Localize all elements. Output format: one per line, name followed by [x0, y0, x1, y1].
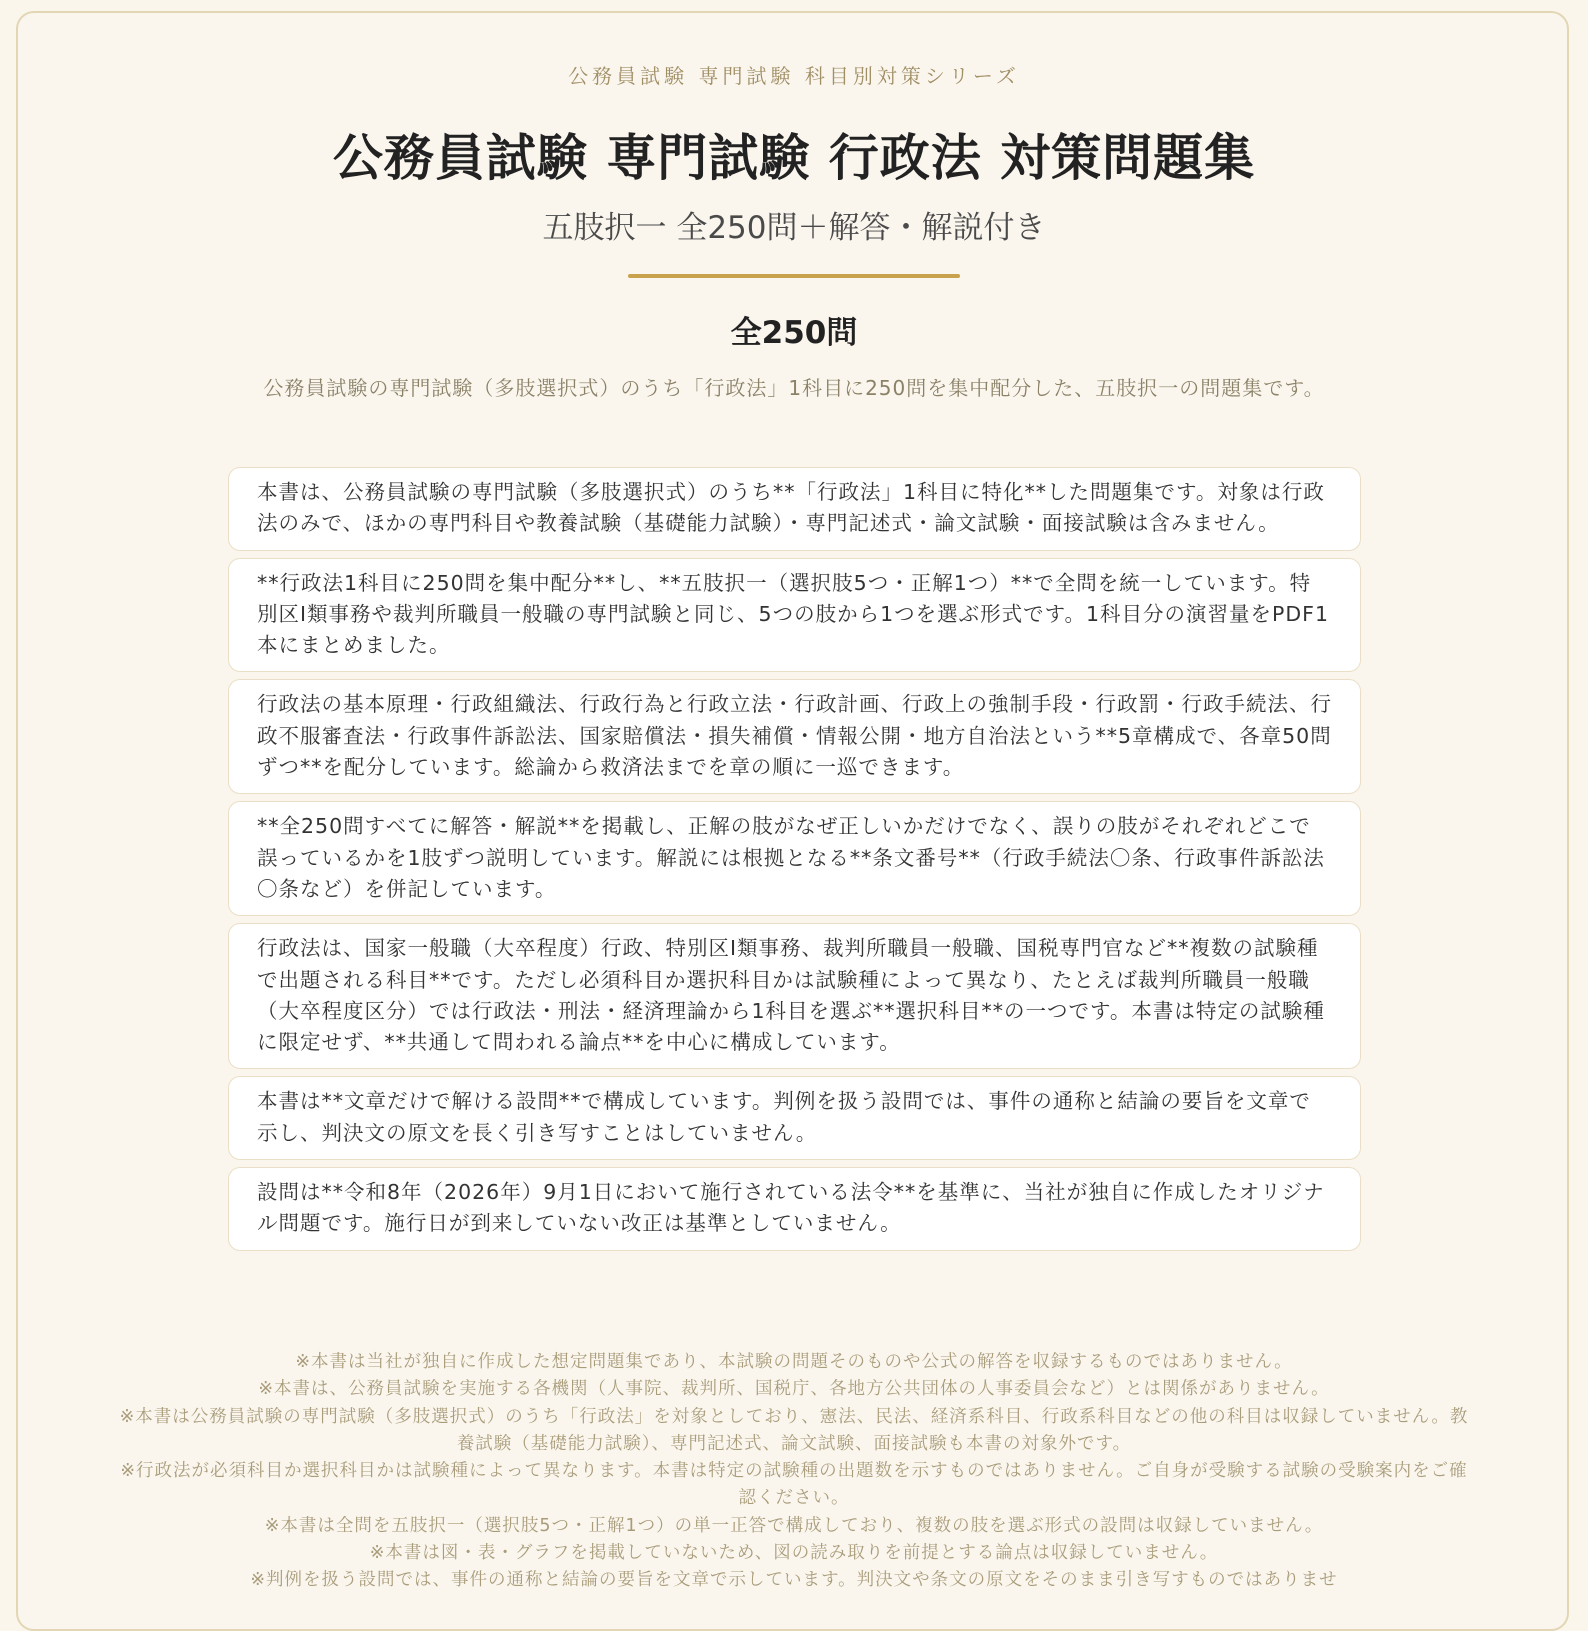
page-title: 公務員試験 専門試験 行政法 対策問題集 — [332, 129, 1256, 187]
disclaimer-notes — [118, 1349, 1470, 1595]
disclaimer-note: ※本書は当社が独自に作成した想定問題集であり、本試験の問題そのものや公式の解答を収録するものではありません。 — [295, 1352, 1293, 1372]
question-count-heading: 全250問 — [730, 315, 858, 351]
feature-card-text-only: 本書は**文章だけで解ける設問**で構成しています。判例を扱う設問では、事件の通称と結論の要旨を文章で示し、判決文の原文を長く引き写すことはしていません。 — [228, 1076, 1361, 1160]
disclaimer-note: ※判例を扱う設問では、事件の通称と結論の要旨を文章で示しています。判決文や条文の原文をそのまま引き写すものではありませ — [250, 1570, 1338, 1591]
series-label: 公務員試験 専門試験 科目別対策シリーズ — [568, 64, 1020, 88]
page-subtitle: 五肢択一 全250問＋解答・解説付き — [542, 210, 1046, 246]
disclaimer-note: ※本書は図・表・グラフを掲載していないため、図の読み取りを前提とする論点は収録していません。 — [369, 1543, 1219, 1564]
feature-card-explanations: **全250問すべてに解答・解説**を掲載し、正解の肢がなぜ正しいかだけでなく、誤りの肢がそれぞれどこで誤っているかを1肢ずつ説明しています。解説には根拠となる**条文番号**（行政手続法〇条、行政事件訴訟法〇条など）を併記しています。 — [228, 801, 1361, 916]
feature-card-exam-types: 行政法は、国家一般職（大卒程度）行政、特別区Ⅰ類事務、裁判所職員一般職、国税専門官など**複数の試験種で出題される科目**です。ただし必須科目か選択科目かは試験種によって異なり、たとえば裁判所職員一般職（大卒程度区分）では行政法・刑法・経済理論から1科目を選ぶ**選択科目**の一つです。本書は特定の試験種に限定せず、**共通して問われる論点**を中心に構成しています。 — [228, 923, 1361, 1069]
title-divider — [628, 274, 960, 278]
feature-card-law-basis: 設問は**令和8年（2026年）9月1日において施行されている法令**を基準に、当社が独自に作成したオリジナル問題です。施行日が到来していない改正は基準としていません。 — [228, 1167, 1361, 1251]
feature-card-list — [228, 467, 1361, 1258]
disclaimer-note: ※本書は、公務員試験を実施する各機関（人事院、裁判所、国税庁、各地方公共団体の人事委員会など）とは関係がありません。 — [258, 1379, 1330, 1400]
feature-card-scope: 本書は、公務員試験の専門試験（多肢選択式）のうち**「行政法」1科目に特化**した問題集です。対象は行政法のみで、ほかの専門科目や教養試験（基礎能力試験）・専門記述式・論文試験・面接試験は含みません。 — [228, 467, 1361, 551]
feature-card-chapters: 行政法の基本原理・行政組織法、行政行為と行政立法・行政計画、行政上の強制手段・行政罰・行政手続法、行政不服審査法・行政事件訴訟法、国家賠償法・損失補償・情報公開・地方自治法という**5章構成で、各章50問ずつ**を配分しています。総論から救済法までを章の順に一巡できます。 — [228, 679, 1361, 794]
lead-paragraph: 公務員試験の専門試験（多肢選択式）のうち「行政法」1科目に250問を集中配分した、五肢択一の問題集です。 — [263, 376, 1325, 400]
disclaimer-note: ※行政法が必須科目か選択科目かは試験種によって異なります。本書は特定の試験種の出題数を示すものではありません。ご自身が受験する試験の受験案内をご確認ください。 — [120, 1461, 1468, 1509]
disclaimer-note: ※本書は全問を五肢択一（選択肢5つ・正解1つ）の単一正答で構成しており、複数の肢を選ぶ形式の設問は収録していません。 — [264, 1515, 1324, 1536]
disclaimer-note: ※本書は公務員試験の専門試験（多肢選択式）のうち「行政法」を対象としており、憲法、民法、経済系科目、行政系科目などの他の科目は収録していません。教養試験（基礎能力試験）、専門記述式、論文試験、面接試験も本書の対象外です。 — [119, 1406, 1469, 1454]
feature-card-format: **行政法1科目に250問を集中配分**し、**五肢択一（選択肢5つ・正解1つ）**で全問を統一しています。特別区Ⅰ類事務や裁判所職員一般職の専門試験と同じ、5つの肢から1つを選ぶ形式です。1科目分の演習量をPDF1本にまとめました。 — [228, 558, 1361, 673]
